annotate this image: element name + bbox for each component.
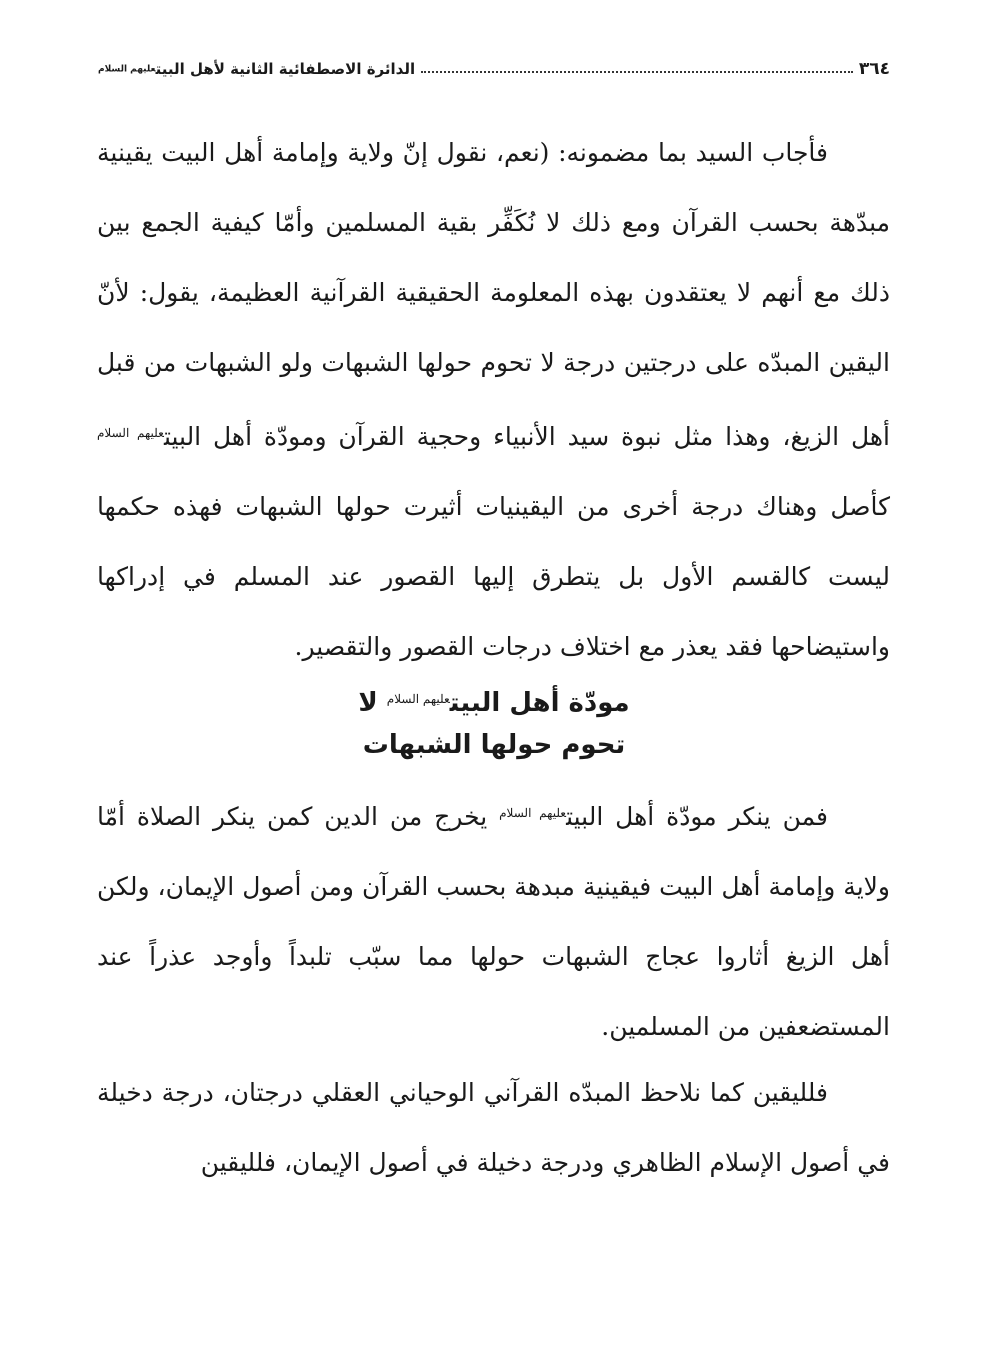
paragraph-2-text-a: فمن ينكر مودّة أهل البيت bbox=[566, 802, 829, 831]
running-title-honorific: عليهم السلام bbox=[98, 64, 156, 75]
paragraph-2-text-b: يخرج من الدين كمن ينكر الصلاة أمّا ولاية وإمامة أهل البيت فيقينية مبدهة بحسب القرآن ومن أصول الإيمان، ولكن أهل الزيغ أثاروا عجاج الشبهات حولها مما سبّب تلبداً وأوجد عذراً عند المستضعفين من المسلمين. bbox=[97, 802, 890, 1041]
section-heading bbox=[98, 678, 890, 766]
page-header bbox=[98, 54, 890, 84]
honorific-mark: عليهم السلام bbox=[97, 426, 164, 440]
paragraph-1-text-a: فأجاب السيد بما مضمونه: (نعم، نقول إنّ ولاية وإمامة أهل البيت يقينية مبدّهة بحسب القرآن ومع ذلك لا نُكَفِّر بقية المسلمين وأمّا كيفية الجمع بين ذلك مع أنهم لا يعتقدون بهذه المعلومة الحقيقية القرآنية العظيمة، يقول: لأنّ اليقين المبدّه على درجتين درجة لا تحوم حولها الشبهات ولو الشبهات من قبل أهل الزيغ، وهذا مثل نبوة سيد الأنبياء وحجية القرآن ومودّة أهل البيت bbox=[97, 138, 891, 451]
header-dot-leader bbox=[421, 71, 853, 73]
paragraph-2 bbox=[97, 778, 890, 1062]
section-heading-line-1 bbox=[98, 678, 890, 724]
section-heading-line-2: تحوم حولها الشبهات bbox=[362, 730, 626, 760]
paragraph-1-text-b: كأصل وهناك درجة أخرى من اليقينيات أثيرت حولها الشبهات فهذه حكمها ليست كالقسم الأول بل يتطرق إليها القصور عند المسلم في إدراكها واستيضاحها فقد يعذر مع اختلاف درجات القصور والتقصير. bbox=[97, 492, 890, 661]
paragraph-3-text: فلليقين كما نلاحظ المبدّه القرآني الوحياني العقلي درجتان، درجة دخيلة في أصول الإسلام الظاهري ودرجة دخيلة في أصول الإيمان، فلليقين bbox=[97, 1078, 890, 1177]
page-number: ٣٦٤ bbox=[858, 59, 890, 79]
running-title-text: الدائرة الاصطفائية الثانية لأهل البيت bbox=[155, 60, 416, 78]
paragraph-3 bbox=[97, 1058, 890, 1198]
paragraph-1 bbox=[97, 118, 890, 682]
running-title bbox=[98, 60, 415, 78]
heading-text-a: مودّة أهل البيت bbox=[449, 688, 630, 718]
honorific-mark: عليهم السلام bbox=[386, 692, 450, 706]
honorific-mark: عليهم السلام bbox=[499, 806, 567, 820]
heading-text-b: لا bbox=[358, 688, 387, 718]
